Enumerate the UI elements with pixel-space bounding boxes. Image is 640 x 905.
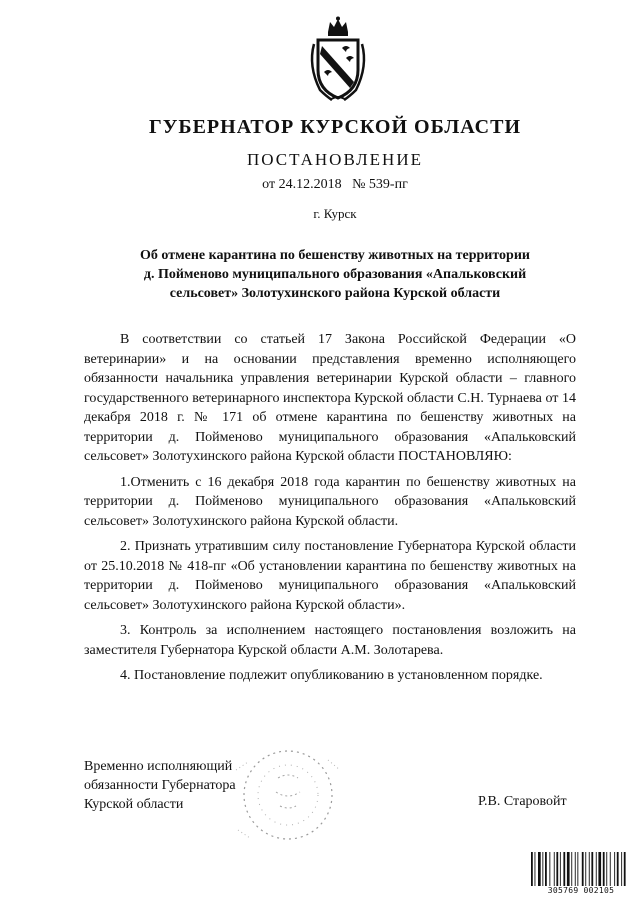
decree-item-4: 4. Постановление подлежит опубликованию в установленном порядке. bbox=[120, 668, 543, 683]
signatory-title-line-2: обязанности Губернатора bbox=[84, 778, 236, 793]
subject-line-1: Об отмене карантина по бешенству животных на территории bbox=[140, 248, 530, 263]
subject-line-3: сельсовет» Золотухинского района Курской области bbox=[169, 286, 501, 301]
signatory-title-line-3: Курской области bbox=[84, 797, 184, 812]
decree-item-1: 1.Отменить с 16 декабря 2018 года карантин по бешенству животных на территории д. Пойменово муниципального образования «Апальковский сельсовет» Золотухинского района Курской области. bbox=[84, 474, 576, 529]
faint-seal-stamp-icon bbox=[228, 740, 348, 850]
issuing-authority: ГУБЕРНАТОР КУРСКОЙ ОБЛАСТИ bbox=[148, 116, 522, 138]
document-subject bbox=[100, 246, 570, 303]
document-number: № 539-пг bbox=[352, 177, 408, 192]
barcode bbox=[530, 852, 632, 898]
kursk-coat-of-arms-icon bbox=[306, 16, 370, 102]
city: г. Курск bbox=[313, 206, 357, 221]
subject-line-2: д. Пойменово муниципального образования «Апальковский bbox=[143, 267, 527, 282]
signer-name: Р.В. Старовойт bbox=[478, 794, 567, 809]
barcode-icon bbox=[530, 852, 632, 886]
document-type: ПОСТАНОВЛЕНИЕ bbox=[246, 150, 423, 169]
decree-item-2: 2. Признать утратившим силу постановление Губернатора Курской области от 25.10.2018 № 418-пг «Об установлении карантина по бешенству животных на территории д. Пойменово муниципального образования «Апальковский сельсовет» Золотухинского района Курской области». bbox=[84, 539, 576, 613]
signatory-title bbox=[84, 757, 236, 814]
barcode-number: 305769 002105 bbox=[547, 886, 615, 895]
document-date-number bbox=[100, 177, 570, 193]
preamble-paragraph: В соответствии со статьей 17 Закона Российской Федерации «О ветеринарии» и на основании представления временно исполняющего обязанности начальника управления ветеринарии Курской области – главного государственного ветеринарного инспектора Курской области С.Н. Турнаева от 14 декабря 2018 г. № 171 об отмене карантина по бешенству животных на территории д. Пойменово муниципального образования «Апальковский сельсовет» Золотухинского района Курской области ПОСТАНОВЛЯЮ: bbox=[84, 332, 576, 464]
decree-item-3: 3. Контроль за исполнением настоящего постановления возложить на заместителя Губернатора Курской области А.М. Золотарева. bbox=[84, 623, 576, 658]
document-date: 24.12.2018 bbox=[278, 177, 342, 192]
date-prefix: от bbox=[262, 177, 276, 192]
document-body bbox=[84, 330, 576, 686]
signatory-title-line-1: Временно исполняющий bbox=[84, 759, 233, 774]
